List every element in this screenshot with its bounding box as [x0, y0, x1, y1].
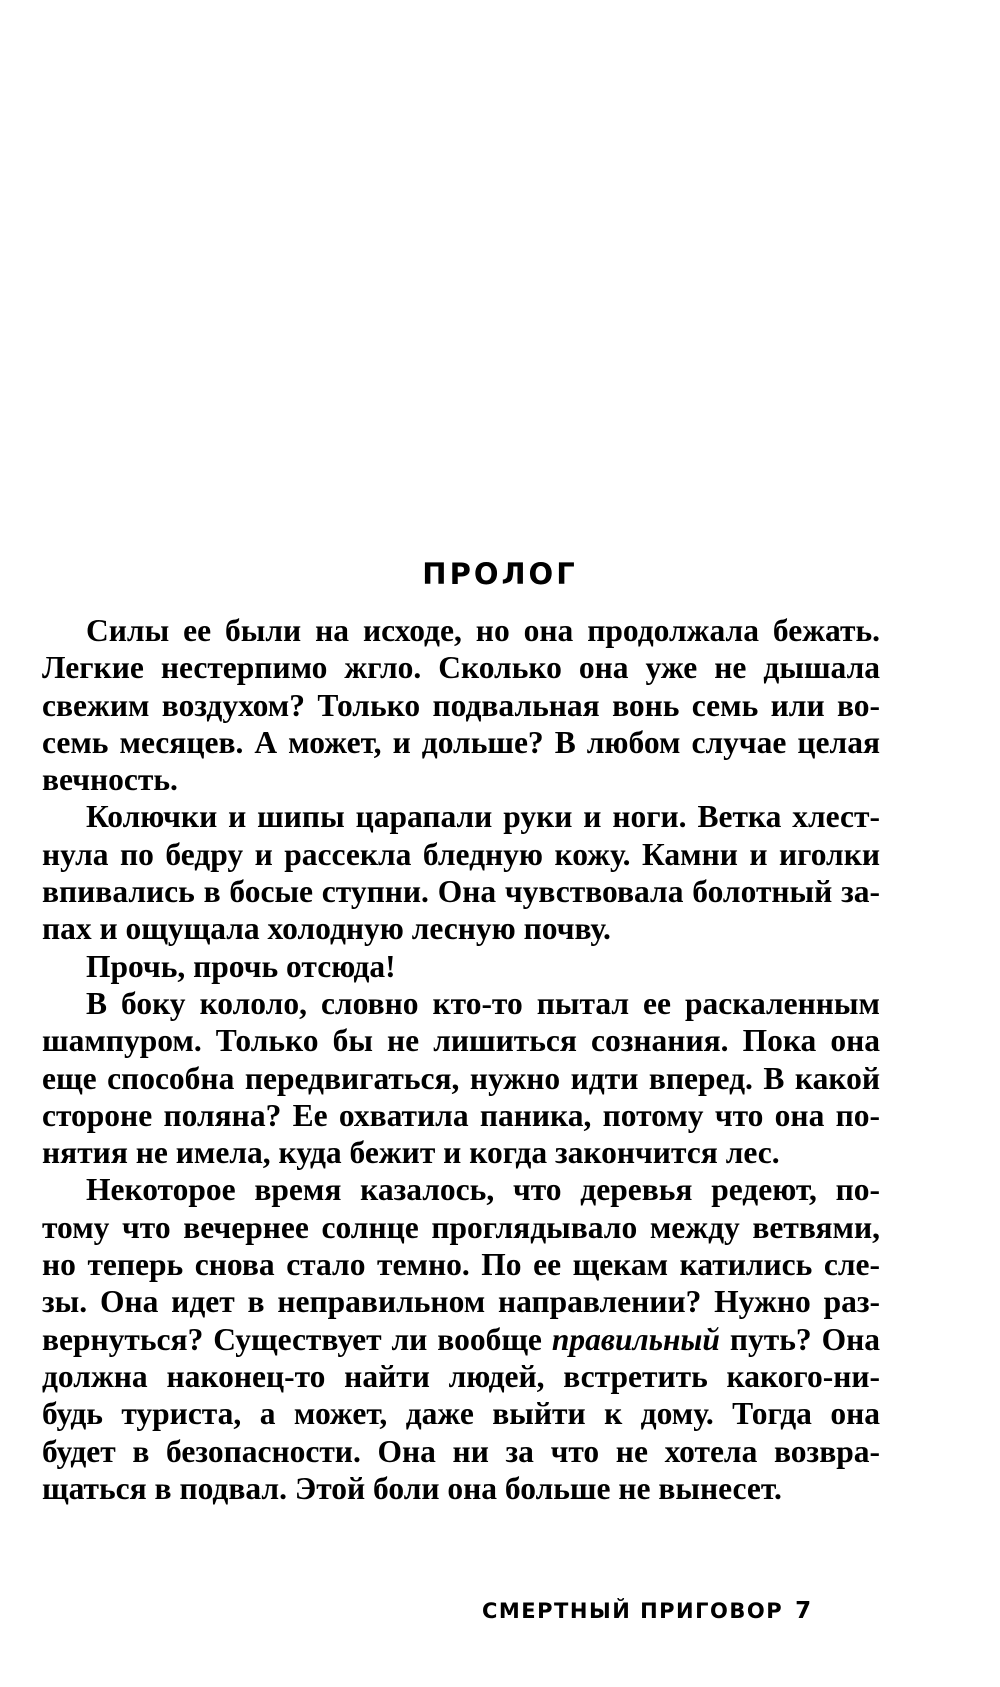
text-line: будь туриста, а может, даже выйти к дому. Тогда она: [42, 1396, 880, 1432]
page-footer: [482, 1597, 882, 1625]
text-line: тому что вечернее солнце проглядывало между ветвями,: [42, 1209, 880, 1245]
text-line: пах и ощущала холодную лесную почву.: [42, 911, 611, 947]
paragraph-3: [42, 948, 880, 985]
text-line: должна наконец-то найти людей, встретить какого-ни-: [42, 1358, 880, 1394]
paragraph-5: [42, 1171, 880, 1507]
paragraph-2: [42, 798, 880, 947]
paragraph-1: [42, 612, 880, 798]
text-line: но теперь снова стало темно. По ее щекам катились сле-: [42, 1247, 880, 1283]
text-segment: путь? Она: [719, 1321, 880, 1357]
text-line: свежим воздухом? Только подвальная вонь семь или во-: [42, 687, 880, 723]
text-line: Легкие нестерпимо жгло. Сколько она уже не дышала: [42, 650, 880, 686]
paragraph-4: [42, 985, 880, 1171]
running-title: СМЕРТНЫЙ ПРИГОВОР: [482, 1599, 784, 1623]
text-line: семь месяцев. А может, и дольше? В любом случае целая: [42, 724, 880, 760]
text-line: В боку кололо, словно кто-то пытал ее раскаленным: [86, 985, 880, 1021]
chapter-title: ПРОЛОГ: [422, 557, 578, 591]
chapter-body: [42, 612, 880, 1507]
text-line: нятия не имела, куда бежит и когда закончится лес.: [42, 1135, 780, 1171]
text-line: впивались в босые ступни. Она чувствовала болотный за-: [42, 874, 880, 910]
text-line-with-emphasis: [42, 1321, 880, 1358]
text-line: стороне поляна? Ее охватила паника, потому что она по-: [42, 1097, 880, 1133]
text-line: шампуром. Только бы не лишиться сознания. Пока она: [42, 1023, 880, 1059]
text-line: Прочь, прочь отсюда!: [86, 948, 396, 984]
text-line: нула по бедру и рассекла бледную кожу. Камни и иголки: [42, 836, 880, 872]
page-number: 7: [795, 1598, 813, 1624]
text-line: еще способна передвигаться, нужно идти вперед. В какой: [42, 1060, 880, 1096]
text-line: Некоторое время казалось, что деревья редеют, по-: [86, 1172, 880, 1208]
text-segment: вернуться? Существует ли вообще: [42, 1321, 552, 1357]
text-line: зы. Она идет в неправильном направлении? Нужно раз-: [42, 1284, 880, 1320]
text-line: щаться в подвал. Этой боли она больше не вынесет.: [42, 1470, 782, 1506]
text-line: будет в безопасности. Она ни за что не хотела возвра-: [42, 1433, 880, 1469]
text-line: Колючки и шипы царапали руки и ноги. Ветка хлест-: [86, 799, 880, 835]
text-line: вечность.: [42, 762, 178, 798]
emphasized-word: правильный: [551, 1321, 720, 1357]
text-line: Силы ее были на исходе, но она продолжала бежать.: [86, 613, 880, 648]
